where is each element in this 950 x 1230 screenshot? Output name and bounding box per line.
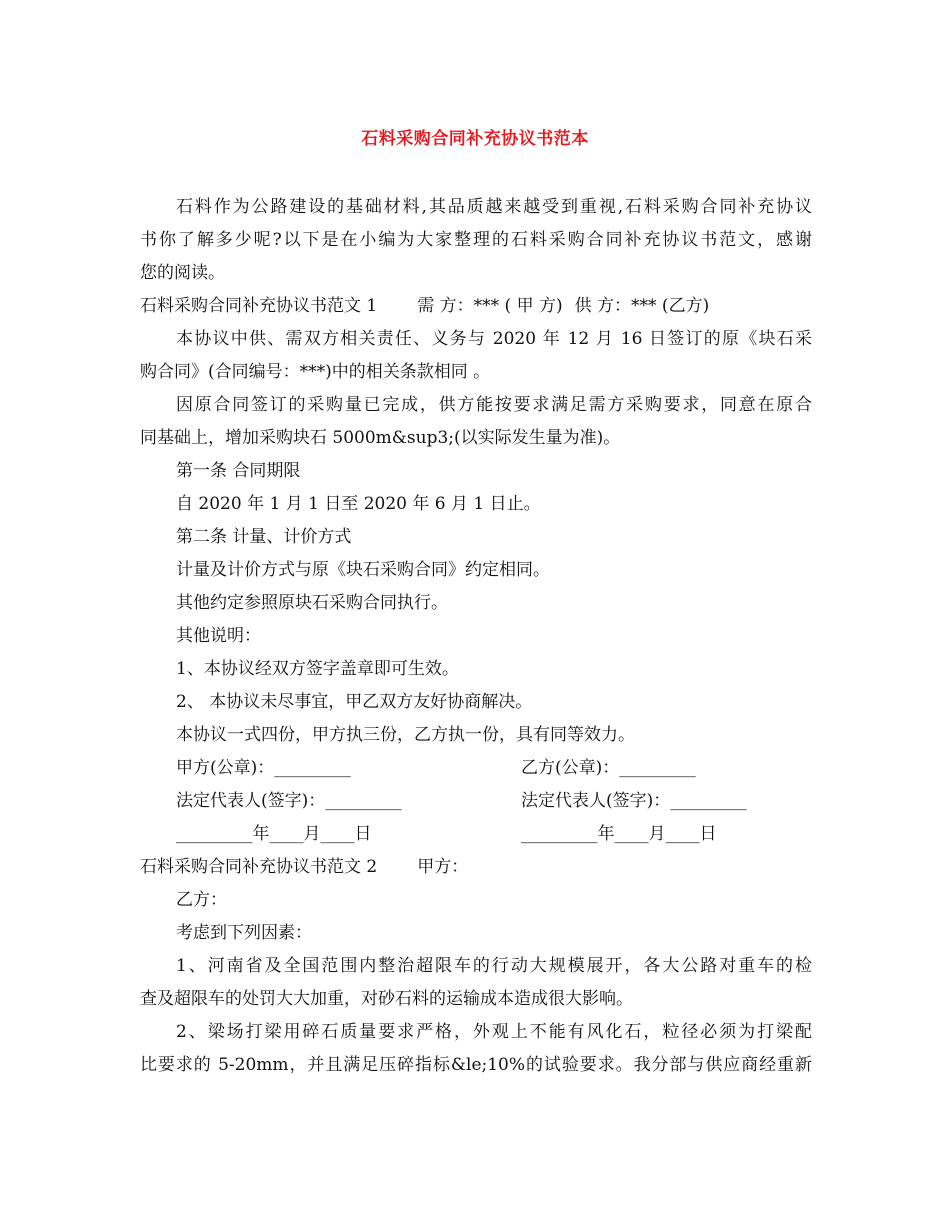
sample1-heading [140, 296, 709, 316]
date-b: _________年____月____日 [521, 824, 717, 844]
paragraph-line: 2、梁场打梁用碎石质量要求严格，外观上不能有风化石，粒径必须为打梁配 [176, 1022, 812, 1042]
note-item: 1、本协议经双方签字盖章即可生效。 [176, 659, 459, 679]
date-a: _________年____月____日 [176, 824, 372, 844]
paragraph-line: 购合同》(合同编号：***)中的相关条款相同 。 [140, 362, 491, 382]
sample1-heading-text: 石料采购合同补充协议书范文 1 [140, 296, 378, 316]
party-a-label: 甲方： [417, 857, 469, 877]
article-body: 计量及计价方式与原《块石采购合同》约定相同。 [176, 560, 550, 580]
supplier-label: 供 方：*** (乙方) [574, 296, 710, 316]
consider-title: 考虑到下列因素： [176, 923, 312, 943]
buyer-label: 需 方：*** ( 甲 方) [417, 296, 563, 316]
paragraph-line: 同基础上，增加采购块石 5000m&sup3;(以实际发生量为准)。 [140, 428, 621, 448]
paragraph-line: 1、河南省及全国范围内整治超限车的行动大规模展开，各大公路对重车的检 [176, 956, 812, 976]
copies-clause: 本协议一式四份，甲方执三份，乙方执一份，具有同等效力。 [176, 725, 635, 745]
paragraph-line: 本协议中供、需双方相关责任、义务与 2020 年 12 月 16 日签订的原《块石采 [176, 329, 812, 349]
other-terms: 其他约定参照原块石采购合同执行。 [176, 593, 448, 613]
sample2-heading-text: 石料采购合同补充协议书范文 2 [140, 857, 378, 877]
intro-line: 您的阅读。 [140, 263, 225, 283]
article-title: 第二条 计量、计价方式 [176, 527, 352, 547]
intro-line: 石料作为公路建设的基础材料,其品质越来越受到重视,石料采购合同补充协议 [176, 197, 812, 217]
paragraph-line: 查及超限车的处罚大大加重，对砂石料的运输成本造成很大影响。 [140, 989, 633, 1009]
article-title: 第一条 合同期限 [176, 461, 301, 481]
sample2-heading [140, 857, 468, 877]
document-title: 石料采购合同补充协议书范本 [361, 129, 589, 149]
rep-b-signature: 法定代表人(签字)：_________ [521, 791, 747, 811]
party-b-label: 乙方： [176, 890, 227, 910]
party-b-seal: 乙方(公章)：_________ [521, 758, 696, 778]
paragraph-line: 因原合同签订的采购量已完成，供方能按要求满足需方采购要求，同意在原合 [176, 395, 812, 415]
party-a-seal: 甲方(公章)：_________ [176, 758, 351, 778]
note-item: 2、 本协议未尽事宜，甲乙双方友好协商解决。 [176, 692, 533, 712]
rep-a-signature: 法定代表人(签字)：_________ [176, 791, 402, 811]
article-body: 自 2020 年 1 月 1 日至 2020 年 6 月 1 日止。 [176, 494, 541, 514]
paragraph-line: 比要求的 5-20mm，并且满足压碎指标&le;10%的试验要求。我分部与供应商经重新 [140, 1055, 812, 1075]
intro-line: 书你了解多少呢?以下是在小编为大家整理的石料采购合同补充协议书范文，感谢 [140, 230, 812, 250]
notes-title: 其他说明： [176, 626, 261, 646]
